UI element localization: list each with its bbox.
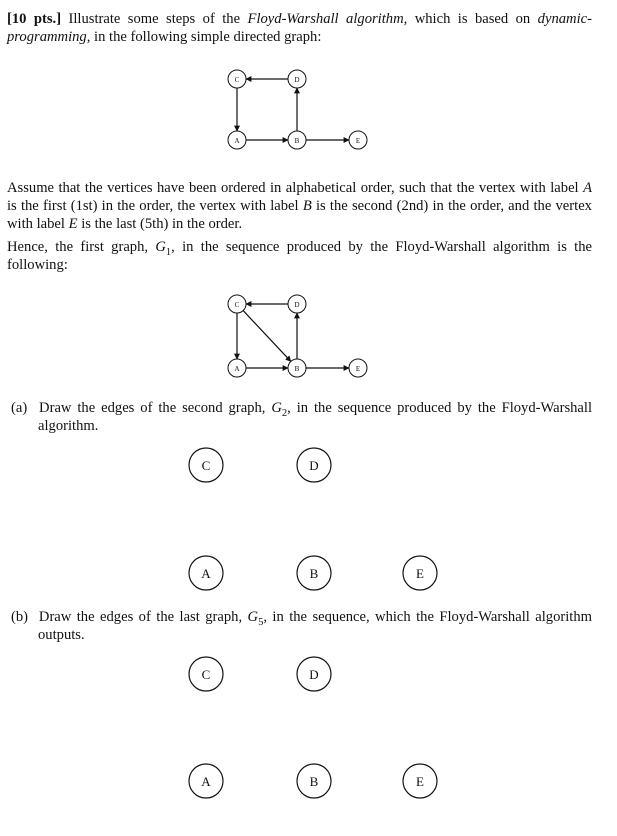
svg-text:B: B xyxy=(294,365,300,373)
svg-text:E: E xyxy=(416,566,424,581)
svg-text:D: D xyxy=(309,667,319,682)
answer-node-e xyxy=(403,764,437,798)
answer-node-a xyxy=(189,764,223,798)
svg-text:C: C xyxy=(234,301,240,309)
svg-text:A: A xyxy=(201,566,211,581)
question-intro: [10 pts.] Illustrate some steps of the Floyd-Warshall algorithm, which is based on dynamic-programming, in the following simple directed graph: xyxy=(7,11,592,45)
answer-node-c xyxy=(189,657,223,691)
technique-name: dynamic-programming, xyxy=(7,11,592,45)
svg-text:D: D xyxy=(294,301,300,309)
answer-node-b xyxy=(297,764,331,798)
part-a-prompt: (a) Draw the edges of the second graph, $G_2$, in the sequence produced by the Floyd-Warshall algorithm. xyxy=(11,400,593,434)
svg-text:C: C xyxy=(201,667,211,682)
part-a-label: (a) xyxy=(11,400,28,416)
points-label: [10 pts.] xyxy=(7,11,62,27)
answer-node-d xyxy=(297,657,331,691)
svg-text:E: E xyxy=(416,774,424,789)
first-graph-paragraph: Hence, the first graph, $G_1$, in the sequence produced by the Floyd-Warshall algorithm is the following: xyxy=(7,239,593,273)
svg-text:E: E xyxy=(355,365,361,373)
part-b-label: (b) xyxy=(11,609,29,625)
algorithm-name: Floyd-Warshall algorithm, xyxy=(247,11,408,27)
svg-text:A: A xyxy=(234,365,240,373)
svg-text:C: C xyxy=(201,458,211,473)
svg-text:A: A xyxy=(201,774,211,789)
svg-text:B: B xyxy=(294,137,300,145)
svg-text:D: D xyxy=(294,76,300,84)
svg-text:B: B xyxy=(309,566,319,581)
svg-text:C: C xyxy=(234,76,240,84)
svg-text:D: D xyxy=(309,458,319,473)
part-b-prompt: (b) Draw the edges of the last graph, $G_5$, in the sequence, which the Floyd-Warshall algorithm outputs. xyxy=(11,609,592,643)
svg-text:E: E xyxy=(355,137,361,145)
svg-text:B: B xyxy=(309,774,319,789)
ordering-paragraph: Assume that the vertices have been ordered in alphabetical order, such that the vertex with label A is the first (1st) in the order, the vertex with label B is the second (2nd) in the order, and the vertex with label E is the last (5th) in the order. xyxy=(7,180,592,232)
svg-text:A: A xyxy=(234,137,240,145)
